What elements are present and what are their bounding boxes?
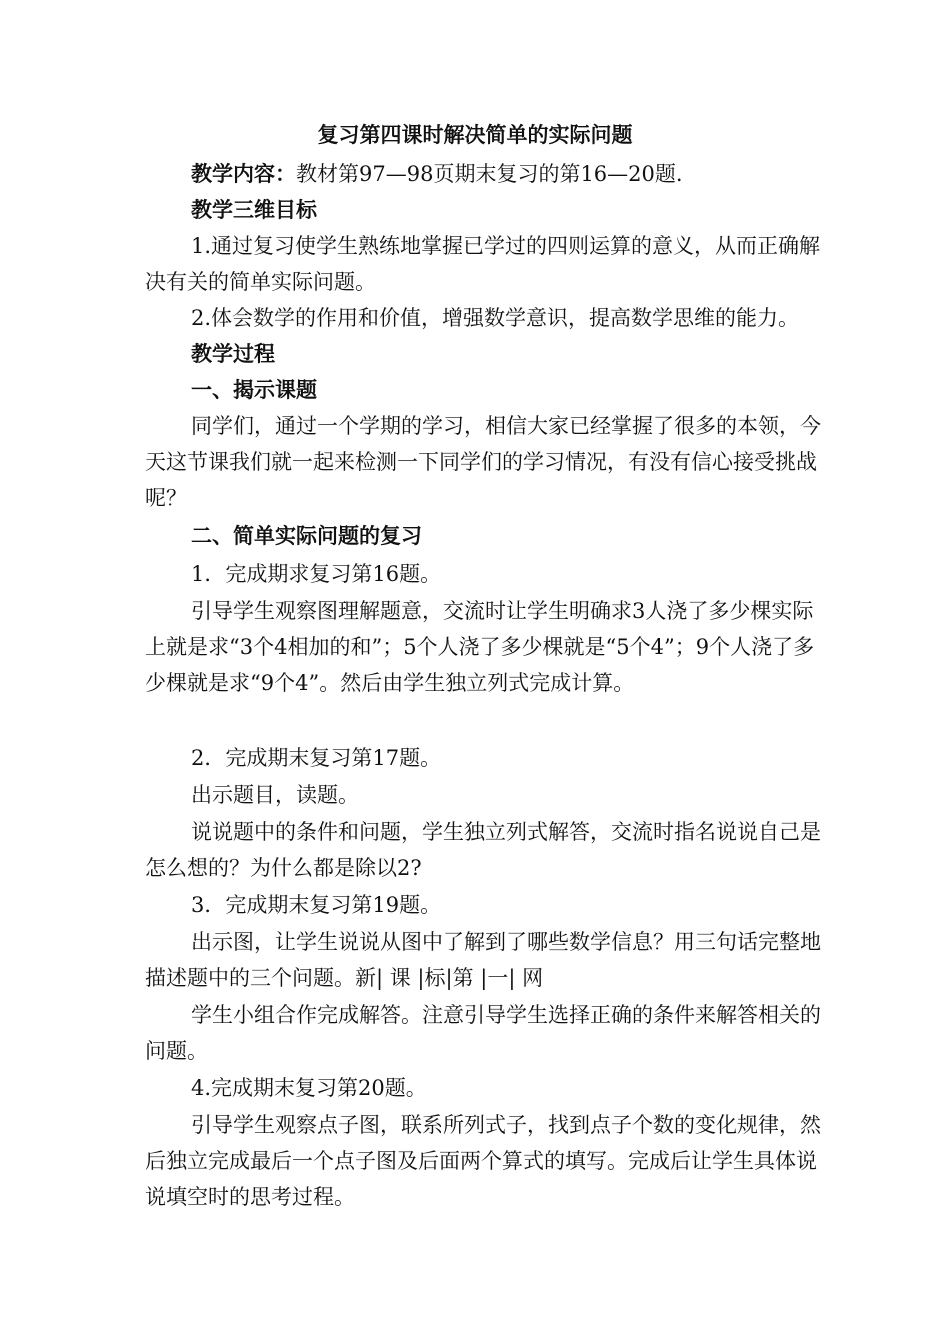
item3-line2: 学生小组合作完成解答。注意引导学生选择正确的条件来解答相关的问题。: [145, 1003, 821, 1063]
item4-text: 引导学生观察点子图，联系所列式子，找到点子个数的变化规律，然后独立完成最后一个点子图及后面两个算式的填写。完成后让学生具体说说填空时的思考过程。: [145, 1113, 821, 1209]
section2-heading: 二、简单实际问题的复习: [191, 523, 422, 548]
goals-heading: 教学三维目标: [191, 197, 317, 222]
teaching-content: [145, 156, 825, 192]
content-label: 教学内容：: [191, 161, 296, 186]
item3-title: 3．完成期末复习第19题。: [191, 893, 442, 917]
content-text: 教材第97—98页期末复习的第16—20题.: [296, 162, 683, 186]
item4-title: 4.完成期末复习第20题。: [191, 1076, 427, 1100]
item1-title: 1．完成期求复习第16题。: [191, 562, 442, 586]
goal-1: 1.通过复习使学生熟练地掌握已学过的四则运算的意义，从而正确解决有关的简单实际问题。: [145, 234, 821, 294]
item1-text: 引导学生观察图理解题意，交流时让学生明确求3人浇了多少棵实际上就是求“3个4相加的和”；5个人浇了多少棵就是“5个4”；9个人浇了多少棵就是求“9个4”。然后由学生独立列式完成计算。: [145, 599, 815, 695]
process-heading: 教学过程: [191, 341, 275, 366]
document-title: 复习第四课时解决简单的实际问题: [317, 122, 633, 147]
item2-line1: 出示题目，读题。: [191, 783, 359, 807]
goal-2: 2.体会数学的作用和价值，增强数学意识，提高数学思维的能力。: [191, 306, 800, 330]
section1-heading: 一、揭示课题: [191, 377, 317, 402]
item3-line1: 出示图，让学生说说从图中了解到了哪些数学信息？用三句话完整地描述题中的三个问题。新| 课 |标|第 |一| 网: [145, 930, 821, 990]
item2-line2: 说说题中的条件和问题，学生独立列式解答，交流时指名说说自己是怎么想的？为什么都是除以2?: [145, 820, 821, 880]
item2-title: 2．完成期末复习第17题。: [191, 746, 442, 770]
section1-text: 同学们，通过一个学期的学习，相信大家已经掌握了很多的本领，今天这节课我们就一起来检测一下同学们的学习情况，有没有信心接受挑战呢？: [145, 414, 821, 510]
